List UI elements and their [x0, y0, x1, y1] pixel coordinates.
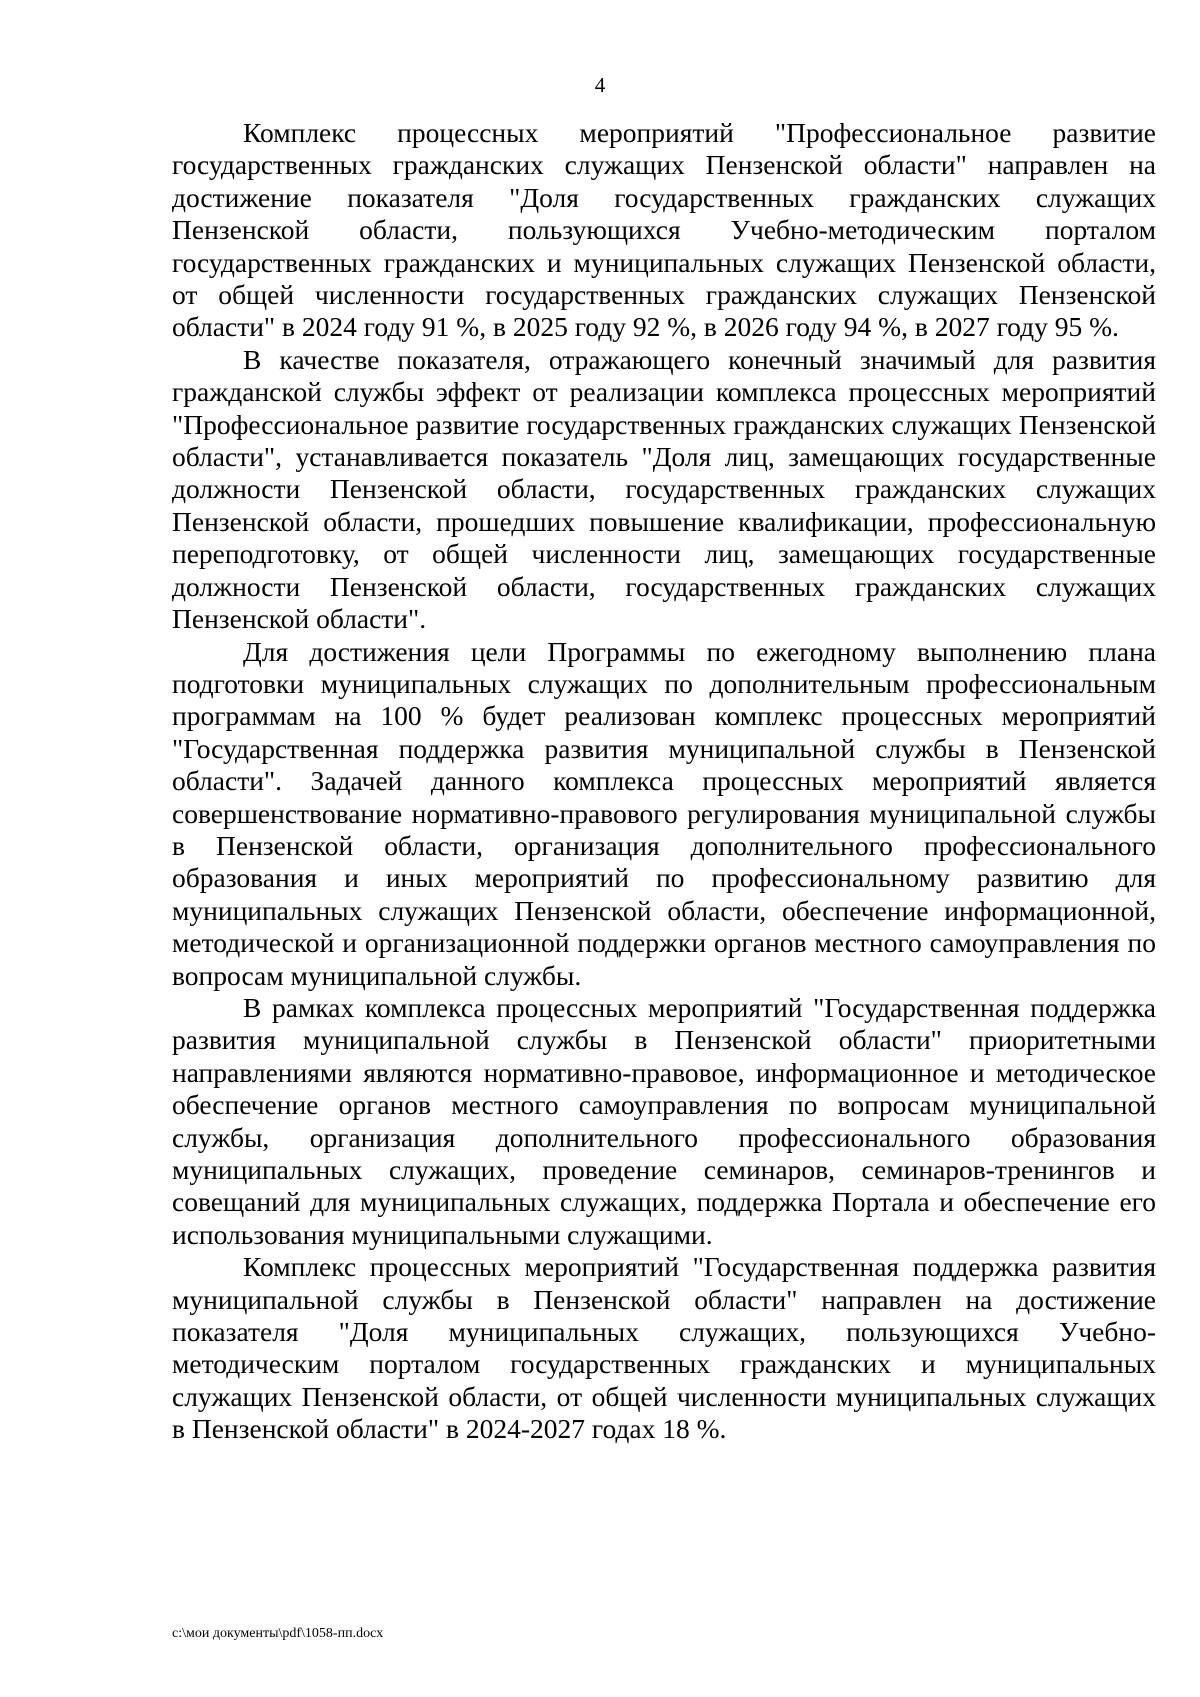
paragraph-1: Комплекс процессных мероприятий "Профессиональное развитие государственных гражданских служащих Пензенской области" направлен на достижение показателя "Доля государственных гражданских служащих Пензенской области, пользующихся Учебно-методическим порталом государственных гражданских и муниципальных служащих Пензенской области, от общей численности государственных гражданских служащих Пензенской области" в 2024 году 91 %, в 2025 году 92 %, в 2026 году 94 %, в 2027 году 95 %.: [172, 117, 1156, 343]
paragraph-3: Для достижения цели Программы по ежегодному выполнению плана подготовки муниципальных служащих по дополнительным профессиональным программам на 100 % будет реализован комплекс процессных мероприятий "Государственная поддержка развития муниципальной службы в Пензенской области". Задачей данного комплекса процессных мероприятий является совершенствование нормативно-правового регулирования муниципальной службы в Пензенской области, организация дополнительного профессионального образования и иных мероприятий по профессиональному развитию для муниципальных служащих Пензенской области, обеспечение информационной, методической и организационной поддержки органов местного самоуправления по вопросам муниципальной службы.: [172, 635, 1156, 991]
paragraph-2: В качестве показателя, отражающего конечный значимый для развития гражданской службы эффект от реализации комплекса процессных мероприятий "Профессиональное развитие государственных гражданских служащих Пензенской области", устанавливается показатель "Доля лиц, замещающих государственные должности Пензенской области, государственных гражданских служащих Пензенской области, прошедших повышение квалификации, профессиональную переподготовку, от общей численности лиц, замещающих государственные должности Пензенской области, государственных гражданских служащих Пензенской области".: [172, 343, 1156, 635]
paragraph-5: Комплекс процессных мероприятий "Государственная поддержка развития муниципальной службы в Пензенской области" направлен на достижение показателя "Доля муниципальных служащих, пользующихся Учебно-методическим порталом государственных гражданских и муниципальных служащих Пензенской области, от общей численности муниципальных служащих в Пензенской области" в 2024-2027 годах 18 %.: [172, 1251, 1156, 1445]
footer-file-path: c:\мои документы\pdf\1058-пп.docx: [172, 1626, 384, 1641]
page-number: 4: [594, 73, 606, 97]
paragraph-4: В рамках комплекса процессных мероприятий "Государственная поддержка развития муниципальной службы в Пензенской области" приоритетными направлениями являются нормативно-правовое, информационное и методическое обеспечение органов местного самоуправления по вопросам муниципальной службы, организация дополнительного профессионального образования муниципальных служащих, проведение семинаров, семинаров-тренингов и совещаний для муниципальных служащих, поддержка Портала и обеспечение его использования муниципальными служащими.: [172, 991, 1156, 1250]
document-body: [172, 117, 1156, 1446]
